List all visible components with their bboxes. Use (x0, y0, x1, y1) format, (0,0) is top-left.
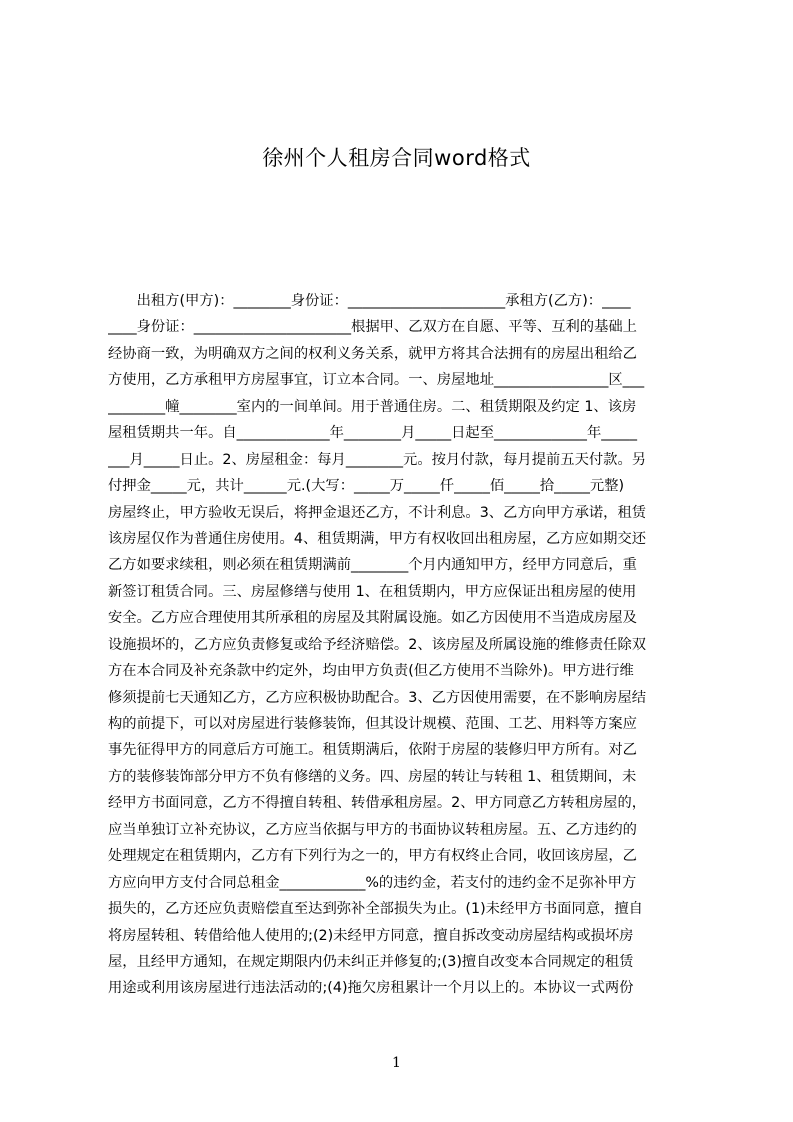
body-line: 出租方(甲方)：________身份证：______________________承租方(乙方)：____ (108, 293, 631, 309)
document-title: 徐州个人租房合同word格式 (262, 146, 531, 170)
page-number: 1 (392, 1055, 401, 1071)
body-line: 用途或利用该房屋进行违法活动的;(4)拖欠房租累计一个月以上的。本协议一式两份 (108, 980, 634, 997)
body-line: 屋租赁期共一年。自_____________年________月_____日起至_____________年_____ (108, 425, 637, 442)
body-line: 经甲方书面同意，乙方不得擅自转租、转借承租房屋。2、甲方同意乙方转租房屋的， (108, 795, 647, 812)
body-line: 房屋终止，甲方验收无误后，将押金退还乙方，不计利息。3、乙方向甲方承诺，租赁 (108, 504, 647, 521)
body-line: ___月_____日止。2、房屋租金：每月________元。按月付款，每月提前五天付款。另 (108, 451, 647, 468)
body-line: 方使用，乙方承租甲方房屋事宜，订立本合同。一、房屋地址________________区___ (108, 372, 645, 389)
contract-body (108, 288, 700, 1028)
body-line: 屋，且经甲方通知，在规定期限内仍未纠正并修复的;(3)擅自改变本合同规定的租赁 (108, 953, 634, 970)
body-line: 付押金_____元，共计______元.(大写：_____万_____仟_____佰_____拾_____元整) (108, 478, 625, 495)
body-line: 新签订租赁合同。三、房屋修缮与使用 1、在租赁期内，甲方应保证出租房屋的使用 (108, 583, 637, 600)
body-line: 构的前提下，可以对房屋进行装修装饰，但其设计规模、范围、工艺、用料等方案应 (108, 716, 637, 732)
body-line: ____身份证：______________________根据甲、乙双方在自愿、平等、互利的基础上 (108, 319, 637, 336)
body-line: 经协商一致，为明确双方之间的权利义务关系，就甲方将其合法拥有的房屋出租给乙 (108, 345, 637, 362)
body-line: 处理规定在租赁期内，乙方有下列行为之一的，甲方有权终止合同，收回该房屋，乙 (108, 848, 637, 865)
body-line: 修须提前七天通知乙方，乙方应积极协助配合。3、乙方因使用需要，在不影响房屋结 (108, 689, 647, 706)
body-line: 该房屋仅作为普通住房使用。4、租赁期满，甲方有权收回出租房屋，乙方应如期交还 (108, 530, 647, 547)
body-line: 乙方如要求续租，则必须在租赁期满前________个月内通知甲方，经甲方同意后，重 (108, 557, 637, 574)
body-line: 方应向甲方支付合同总租金____________%的违约金，若支付的违约金不足弥补甲方 (108, 874, 637, 891)
body-line: 应当单独订立补充协议，乙方应当依据与甲方的书面协议转租房屋。五、乙方违约的 (108, 821, 637, 838)
body-line: 损失的，乙方还应负责赔偿直至达到弥补全部损失为止。(1)未经甲方书面同意，擅自 (108, 901, 643, 918)
body-line: 安全。乙方应合理使用其所承租的房屋及其附属设施。如乙方因使用不当造成房屋及 (108, 610, 637, 627)
body-line: 事先征得甲方的同意后方可施工。租赁期满后，依附于房屋的装修归甲方所有。对乙 (108, 742, 637, 759)
body-line: 将房屋转租、转借给他人使用的;(2)未经甲方同意，擅自拆改变动房屋结构或损坏房 (108, 927, 634, 944)
body-line: ________幢________室内的一间单间。用于普通住房。二、租赁期限及约定 1、该房 (108, 398, 637, 415)
body-line: 设施损坏的，乙方应负责修复或给予经济赔偿。2、该房屋及所属设施的维修责任除双 (108, 636, 647, 653)
body-line: 方的装修装饰部分甲方不负有修缮的义务。四、房屋的转让与转租 1、租赁期间，未 (108, 768, 637, 785)
body-line: 方在本合同及补充条款中约定外，均由甲方负责(但乙方使用不当除外)。甲方进行维 (108, 663, 634, 680)
